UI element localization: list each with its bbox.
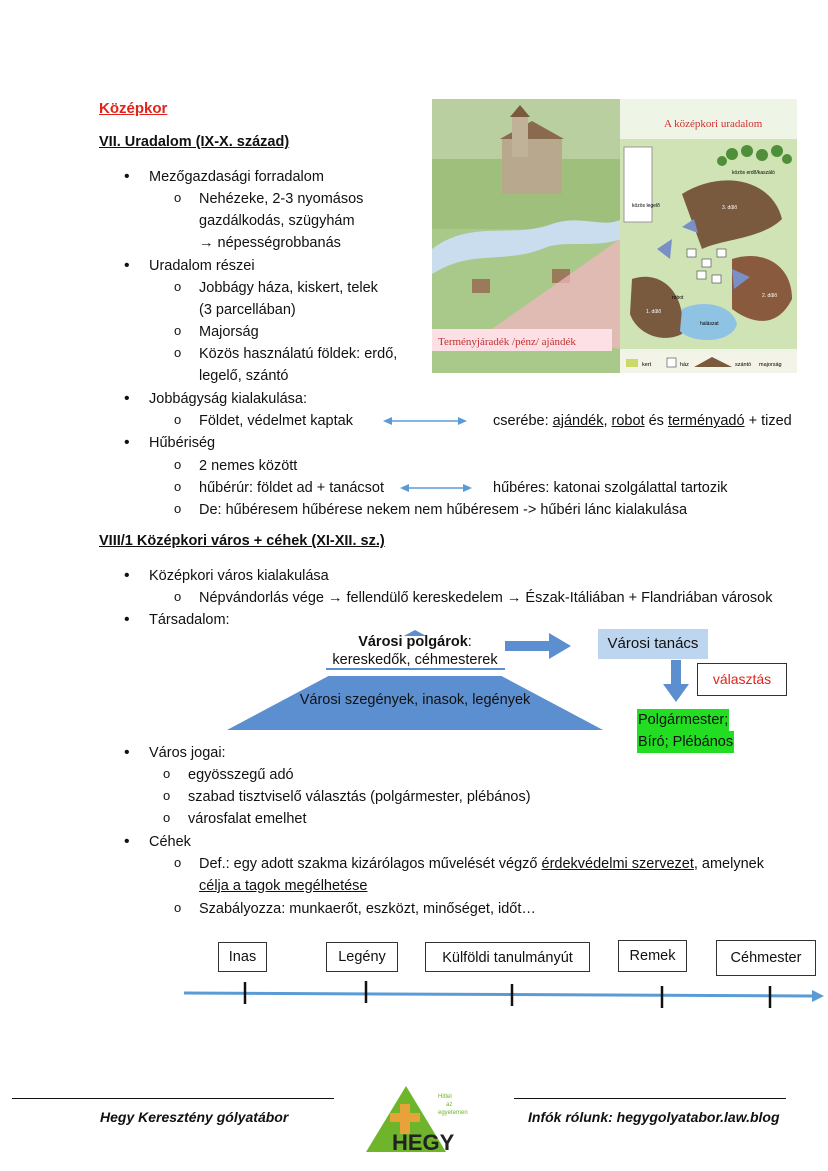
svg-text:2. dűlő: 2. dűlő: [762, 293, 778, 299]
svg-text:ház: ház: [680, 362, 689, 368]
list-item: o Népvándorlás vége → fellendülő kereskedelem → Észak-Itáliában + Flandriában városok: [199, 587, 772, 609]
exchange-text: cserébe: ajándék, robot és terményadó + tized: [493, 413, 792, 429]
list-item: o egyösszegű adó: [188, 764, 294, 786]
varosi-tanacs-box: Városi tanács: [598, 629, 708, 659]
list-item: o Jobbágy háza, kiskert, telek: [199, 277, 378, 299]
map-caption: Terményjáradék /pénz/ ajándék: [438, 336, 576, 348]
double-arrow-icon: [383, 413, 467, 429]
pyramid-bottom-label: Városi szegények, inasok, legények: [299, 692, 531, 708]
heading-uradalom: VII. Uradalom (IX-X. század): [99, 134, 290, 150]
footer-left-rule: [12, 1098, 334, 1099]
double-arrow-icon: [400, 480, 472, 496]
svg-text:3. dűlő: 3. dűlő: [722, 205, 738, 211]
svg-text:halászat: halászat: [700, 321, 719, 327]
heading-varos-cehek: VIII/1 Középkori város + céhek (XI-XII. sz.): [99, 533, 385, 549]
list-item-continuation: gazdálkodás, szügyhám: [199, 213, 355, 229]
list-item: hűbéres: katonai szolgálattal tartozik: [493, 480, 728, 496]
arrow-right-icon: [505, 633, 571, 659]
polgarmester-label: Polgármester;: [637, 709, 729, 731]
arrow-down-icon: [663, 660, 689, 702]
list-item: • Mezőgazdasági forradalom: [149, 166, 324, 188]
section-title-kozepkor: Középkor: [99, 100, 168, 117]
list-item: • Középkori város kialakulása: [149, 565, 329, 587]
logo-text: HEGY: [392, 1130, 455, 1154]
list-item: • Céhek: [149, 831, 191, 853]
list-item-continuation: célja a tagok megélhetése: [199, 878, 368, 894]
hegy-logo: [366, 1086, 484, 1154]
list-item: • Társadalom:: [149, 609, 230, 631]
timeline-label-cehmester: Céhmester: [716, 940, 816, 976]
list-item: o Nehézeke, 2-3 nyomásos: [199, 188, 363, 210]
timeline-label-kulfoldi: Külföldi tanulmányút: [425, 942, 590, 972]
list-item: o Földet, védelmet kaptak: [199, 410, 353, 432]
timeline-label-remek: Remek: [618, 940, 687, 972]
svg-text:Hittel: Hittel: [438, 1094, 452, 1100]
footer-right-text: Infók rólunk: hegygolyatabor.law.blog: [528, 1109, 780, 1125]
list-item: o 2 nemes között: [199, 455, 297, 477]
biro-label: Bíró; Plébános: [637, 731, 734, 753]
uradalom-map-image: [432, 99, 797, 373]
svg-text:közös legelő: közös legelő: [632, 203, 660, 209]
svg-text:robot: robot: [672, 295, 684, 301]
list-item: o Majorság: [199, 321, 259, 343]
list-item-continuation: (3 parcellában): [199, 302, 296, 318]
list-item: • Város jogai:: [149, 742, 226, 764]
svg-text:kert: kert: [642, 362, 652, 368]
map-title: A középkori uradalom: [664, 118, 763, 130]
pyramid-top-label: Városi polgárok:: [358, 634, 472, 650]
list-item-continuation: → népességrobbanás: [199, 235, 341, 251]
list-item: o Szabályozza: munkaerőt, eszközt, minőséget, időt…: [199, 898, 536, 920]
list-item-continuation: legelő, szántó: [199, 368, 289, 384]
svg-text:az: az: [446, 1102, 453, 1108]
svg-text:szántó: szántó: [735, 362, 752, 368]
pyramid-top-sublabel: kereskedők, céhmesterek: [332, 652, 498, 668]
list-item: • Uradalom részei: [149, 255, 255, 277]
footer-left-text: Hegy Keresztény gólyatábor: [100, 1109, 289, 1125]
timeline-axis: [182, 980, 824, 1010]
footer-right-rule: [514, 1098, 786, 1099]
timeline-label-legeny: Legény: [326, 942, 398, 972]
list-item: • Hűbériség: [149, 432, 215, 454]
list-item: • Jobbágyság kialakulása:: [149, 388, 307, 410]
svg-text:majorság: majorság: [759, 362, 782, 368]
list-item: o hűbérúr: földet ad + tanácsot: [199, 477, 384, 499]
timeline-label-inas: Inas: [218, 942, 267, 972]
svg-text:egyetemen: egyetemen: [438, 1110, 468, 1116]
valasztas-box: választás: [697, 663, 787, 696]
list-item: o De: hűbéresem hűbérese nekem nem hűbéresem -> hűbéri lánc kialakulása: [199, 499, 687, 521]
svg-text:1. dűlő: 1. dűlő: [646, 309, 662, 315]
list-item: o Közös használatú földek: erdő,: [199, 343, 397, 365]
list-item: o szabad tisztviselő választás (polgármester, plébános): [188, 786, 531, 808]
list-item: o Def.: egy adott szakma kizárólagos művelését végző érdekvédelmi szervezet, amelynek: [199, 853, 764, 875]
list-item: o városfalat emelhet: [188, 808, 306, 830]
svg-text:közös erdő/kaszáló: közös erdő/kaszáló: [732, 170, 775, 176]
